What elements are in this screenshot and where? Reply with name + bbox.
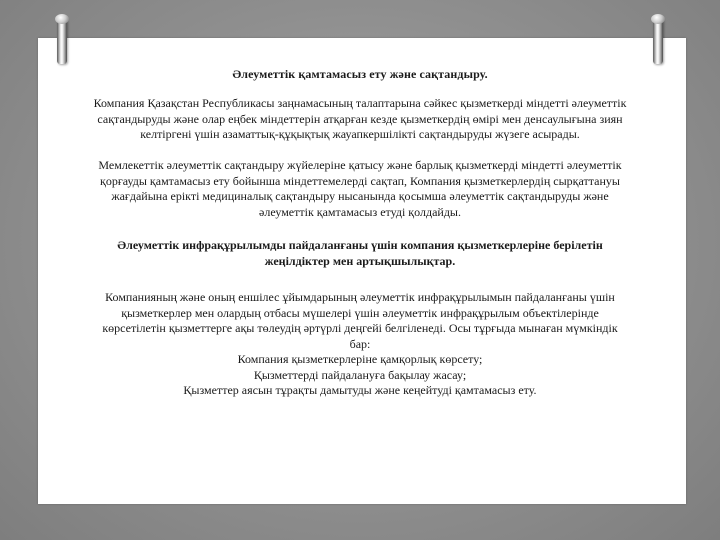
list-item: Қызметтер аясын тұрақты дамытуды және кеңейтуді қамтамасыз ету.: [183, 383, 537, 397]
page-title: Әлеуметтік қамтамасыз ету және сақтандыру.: [232, 67, 488, 81]
paragraph-infrastructure: Компанияның және оның еншілес ұйымдарының әлеуметтік инфрақұрылымын пайдаланғаны үшін қызметкерлер мен олардың отбасы мүшелері үшін әлеуметтік инфрақұрылым объектілерінде көрсетілетін қызметтерге ақы төлеудің әртүрлі деңгейі белгіленеді. Осы тұрғыда мынаған мүмкіндік бар:: [102, 290, 618, 351]
benefits-list: [92, 352, 628, 399]
paragraph-state-insurance: Мемлекеттік әлеуметтік сақтандыру жүйелеріне қатысу және барлық қызметкерді міндетті әлеуметтік қорғауды қамтамасыз ету бойынша міндеттемелерді сақтап, Компания қызметкерлердің сырқаттануы жағдайына ерікті медициналық сақтандыру нысанында қосымша әлеуметтік сақтандыруды және әлеуметтік қамтамасыз етуді қолдайды.: [98, 158, 622, 219]
paragraph-social-insurance: Компания Қазақстан Республикасы заңнамасының талаптарына сәйкес қызметкерді міндетті әлеуметтік сақтандыруды және олар еңбек міндеттерін атқарған кезде қызметкердің өмірі мен денсаулығына зиян келтіргені үшін азаматтық-құқықтық жауапкершілікті сақтандыруды жүзеге асырады.: [93, 96, 627, 141]
list-item: Компания қызметкерлеріне қамқорлық көрсету;: [237, 352, 483, 366]
list-item: Қызметтерді пайдалануға бақылау жасау;: [253, 367, 467, 382]
section-heading: Әлеуметтік инфрақұрылымды пайдаланғаны үшін компания қызметкерлеріне берілетін жеңілдіктер мен артықшылықтар.: [117, 238, 603, 268]
